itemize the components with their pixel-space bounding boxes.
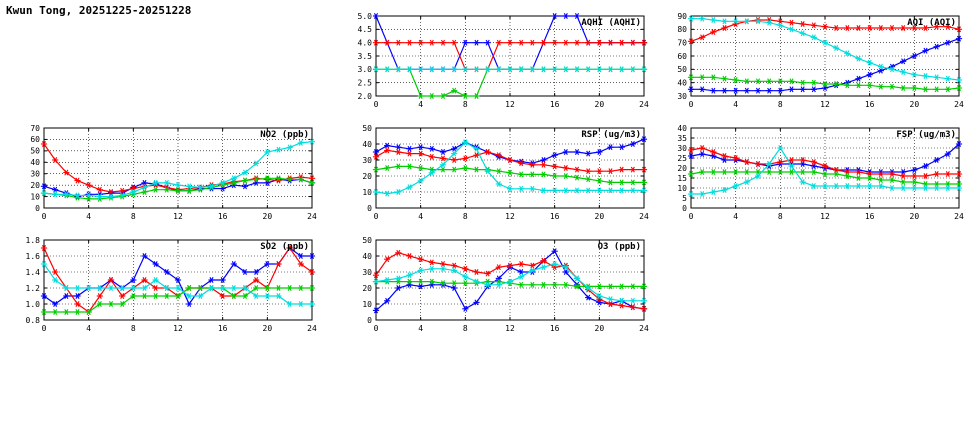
chart-panel-aqi: [655, 8, 965, 112]
svg-text:70: 70: [677, 38, 687, 48]
svg-text:4: 4: [418, 100, 424, 109]
svg-text:20: 20: [909, 100, 920, 109]
svg-text:10: 10: [362, 187, 372, 197]
svg-text:30: 30: [677, 91, 687, 101]
svg-text:20: 20: [594, 100, 605, 109]
series-day4: [41, 261, 315, 306]
svg-text:4: 4: [733, 100, 739, 109]
svg-text:20: 20: [677, 163, 687, 173]
svg-text:24: 24: [307, 212, 317, 221]
svg-text:12: 12: [505, 324, 515, 333]
svg-text:24: 24: [954, 100, 964, 109]
chart-panel-rsp: [340, 120, 650, 224]
svg-text:0: 0: [367, 315, 372, 325]
chart-title-aqhi: AQHI (AQHI): [581, 18, 641, 28]
svg-text:20: 20: [262, 212, 273, 221]
svg-text:20: 20: [362, 283, 372, 293]
svg-text:1.0: 1.0: [25, 299, 40, 309]
series-day3: [373, 279, 647, 289]
svg-text:40: 40: [362, 251, 372, 261]
chart-panel-aqhi: [340, 8, 650, 112]
svg-text:50: 50: [677, 65, 687, 75]
svg-text:50: 50: [362, 123, 372, 133]
series-day3: [373, 164, 647, 185]
svg-text:16: 16: [217, 212, 228, 221]
svg-text:60: 60: [677, 51, 687, 61]
svg-text:10: 10: [362, 299, 372, 309]
chart-svg-so2: [8, 232, 318, 336]
svg-text:24: 24: [954, 212, 964, 221]
svg-text:50: 50: [30, 146, 40, 156]
svg-text:60: 60: [30, 135, 40, 145]
svg-text:40: 40: [677, 78, 687, 88]
chart-panel-o3: [340, 232, 650, 336]
svg-text:8: 8: [462, 324, 468, 333]
svg-text:80: 80: [677, 25, 687, 35]
svg-text:30: 30: [677, 143, 687, 153]
svg-text:0: 0: [373, 212, 379, 221]
svg-text:15: 15: [677, 173, 687, 183]
svg-text:0.8: 0.8: [25, 315, 40, 325]
svg-text:0: 0: [41, 324, 47, 333]
chart-svg-fsp: [655, 120, 965, 224]
svg-text:0: 0: [373, 100, 379, 109]
svg-text:20: 20: [362, 171, 372, 181]
svg-text:50: 50: [362, 235, 372, 245]
svg-text:30: 30: [30, 169, 40, 179]
svg-text:16: 16: [549, 100, 560, 109]
svg-text:70: 70: [30, 123, 40, 133]
svg-text:30: 30: [362, 267, 372, 277]
svg-text:12: 12: [820, 212, 830, 221]
svg-text:10: 10: [677, 183, 687, 193]
svg-text:12: 12: [505, 100, 515, 109]
svg-text:0: 0: [682, 203, 687, 213]
svg-text:8: 8: [462, 100, 468, 109]
chart-panel-fsp: [655, 120, 965, 224]
svg-text:35: 35: [677, 133, 687, 143]
svg-text:4: 4: [86, 212, 92, 221]
svg-text:40: 40: [677, 123, 687, 133]
svg-text:4: 4: [733, 212, 739, 221]
svg-text:20: 20: [262, 324, 273, 333]
svg-text:16: 16: [864, 212, 875, 221]
svg-text:0: 0: [688, 100, 694, 109]
svg-text:8: 8: [130, 324, 136, 333]
svg-text:1.4: 1.4: [25, 267, 40, 277]
svg-text:25: 25: [677, 153, 687, 163]
svg-text:16: 16: [549, 324, 560, 333]
svg-text:4: 4: [86, 324, 92, 333]
svg-text:20: 20: [594, 212, 605, 221]
chart-title-fsp: FSP (ug/m3): [896, 130, 956, 140]
svg-text:40: 40: [362, 139, 372, 149]
svg-text:8: 8: [777, 212, 783, 221]
svg-text:16: 16: [864, 100, 875, 109]
svg-text:24: 24: [639, 212, 649, 221]
svg-text:5.0: 5.0: [357, 11, 372, 21]
svg-text:8: 8: [130, 212, 136, 221]
svg-text:12: 12: [820, 100, 830, 109]
svg-text:12: 12: [173, 324, 183, 333]
svg-text:1.8: 1.8: [25, 235, 40, 245]
svg-text:24: 24: [639, 324, 649, 333]
chart-svg-aqhi: [340, 8, 650, 112]
chart-title-o3: O3 (ppb): [597, 242, 641, 252]
svg-text:16: 16: [549, 212, 560, 221]
svg-text:24: 24: [307, 324, 317, 333]
chart-title-no2: NO2 (ppb): [260, 130, 309, 140]
chart-panel-so2: [8, 232, 318, 336]
svg-text:0: 0: [41, 212, 47, 221]
svg-text:20: 20: [594, 324, 605, 333]
chart-title-so2: SO2 (ppb): [260, 242, 309, 252]
svg-text:4.5: 4.5: [357, 25, 372, 35]
svg-text:0: 0: [373, 324, 379, 333]
svg-text:40: 40: [30, 158, 40, 168]
svg-text:1.6: 1.6: [25, 251, 40, 261]
svg-text:2.5: 2.5: [357, 78, 372, 88]
chart-svg-aqi: [655, 8, 965, 112]
series-day3: [688, 169, 962, 186]
chart-svg-o3: [340, 232, 650, 336]
svg-text:12: 12: [173, 212, 183, 221]
svg-text:0: 0: [35, 203, 40, 213]
svg-text:12: 12: [505, 212, 515, 221]
svg-text:3.0: 3.0: [357, 65, 372, 75]
svg-text:30: 30: [362, 155, 372, 165]
chart-title-rsp: RSP (ug/m3): [581, 130, 641, 140]
svg-text:4: 4: [418, 212, 424, 221]
chart-panel-no2: [8, 120, 318, 224]
chart-title-aqi: AQI (AQI): [907, 18, 956, 28]
svg-text:0: 0: [688, 212, 694, 221]
svg-text:8: 8: [462, 212, 468, 221]
svg-text:10: 10: [30, 192, 40, 202]
chart-svg-rsp: [340, 120, 650, 224]
svg-text:90: 90: [677, 11, 687, 21]
svg-text:4.0: 4.0: [357, 38, 372, 48]
svg-text:0: 0: [367, 203, 372, 213]
series-day3: [688, 75, 962, 92]
series-day2: [373, 148, 647, 174]
svg-text:24: 24: [639, 100, 649, 109]
svg-text:20: 20: [909, 212, 920, 221]
svg-text:5: 5: [682, 193, 687, 203]
svg-text:8: 8: [777, 100, 783, 109]
svg-text:4: 4: [418, 324, 424, 333]
svg-text:20: 20: [30, 180, 40, 190]
svg-text:3.5: 3.5: [357, 51, 372, 61]
svg-text:16: 16: [217, 324, 228, 333]
page-title: Kwun Tong, 20251225-20251228: [6, 4, 192, 17]
svg-text:2.0: 2.0: [357, 91, 372, 101]
chart-svg-no2: [8, 120, 318, 224]
svg-text:1.2: 1.2: [25, 283, 40, 293]
